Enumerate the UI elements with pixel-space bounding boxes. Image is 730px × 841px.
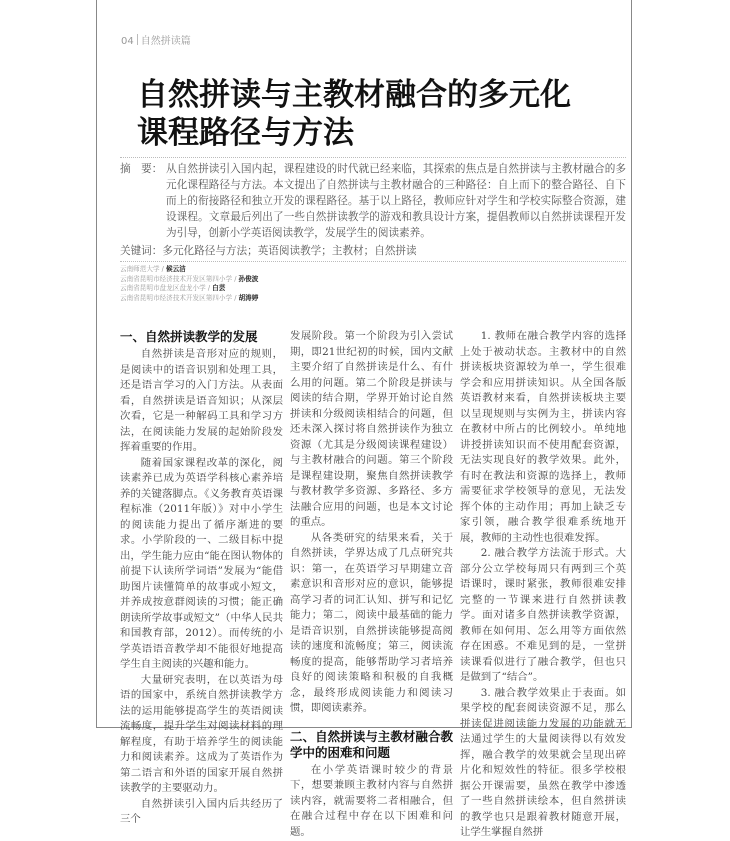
section-2-heading: 二、自然拼读与主教材融合教学中的困难和问题: [290, 728, 453, 760]
paragraph: 1. 教师在融合教学内容的选择上处于被动状态。主教材中的自然拼读板块资源较为单一，学生很难学会和应用拼读知识。从全国各版英语教材来看，自然拼读板块主要以呈现规则与实例为主，拼读内容在教材中所占的比例较小。单纯地讲授拼读知识而不使用配套资源，无法实现良好的教学效果。此外，有时在教法和资源的选择上，教师需要征求学校领导的意见，无法发挥个体的主动作用；再加上缺乏专家引领，融合教学很难系统地开展，教师的主动性也很难发挥。: [460, 330, 626, 544]
paragraph: 在小学英语课时较少的背景下，想要兼顾主教材内容与自然拼读内容，就需要将二者相融合，但在融合过程中存在以下困难和问题。: [290, 763, 453, 838]
author-line: [120, 294, 626, 304]
paragraph: 随着国家课程改革的深化，阅读素养已成为英语学科核心素养培养的关键落脚点。《义务教育英语课程标准（2011年版）》对中小学生的阅读能力提出了循序渐进的要求。小学阶段的一、二级目标中提出，学生能力应由“能在图认物体的前提下认读所学词语”发展为“能借助图片读懂简单的故事或小短文，并养成按意群阅读的习惯；能正确朗读所学故事或短文”（中华人民共和国教育部，2012）。而传统的小学英语语音教学却不能很好地提高学生自主阅读的兴趣和能力。: [120, 456, 283, 671]
running-header: [121, 32, 191, 47]
page-number: 04: [121, 36, 134, 47]
abstract: [120, 161, 626, 241]
keywords: [120, 243, 626, 259]
author-name: 孙俊波: [238, 274, 259, 283]
keywords-label: 关键词：: [120, 245, 163, 257]
abstract-label: 摘 要：: [120, 163, 163, 175]
author-name: 胡涛婷: [238, 293, 259, 302]
section-1-heading: 一、自然拼读教学的发展: [120, 329, 258, 345]
title-line-1: 自然拼读与主教材融合的多元化: [137, 77, 571, 113]
divider-bottom: [120, 261, 626, 262]
paragraph: 自然拼读是音形对应的规则，是阅读中的语音识别和处理工具，还是语言学习的入门方法。从表面看，自然拼读是语音知识；从深层次看，它是一种解码工具和学习方法，在阅读能力发展的起始阶段发挥着重要的作用。: [120, 348, 283, 454]
author-line: [120, 275, 626, 285]
paragraph: 2. 融合教学方法流于形式。大部分公立学校每周只有两到三个英语课时，课时紧张，教师很难安排完整的一节课来进行自然拼读教学。面对诸多自然拼读教学资源，教师在如何用、怎么用等方面依然存在困惑。不难见到的是，一堂拼读课看似进行了融合教学，但也只是做到了“结合”。: [460, 547, 626, 684]
section-name: 自然拼读篇: [140, 36, 191, 47]
paragraph: 自然拼读引入国内后共经历了三个: [120, 797, 283, 826]
author-affiliation: 云南师范大学 /: [120, 265, 166, 273]
paragraph: 从各类研究的结果来看，关于自然拼读，学界达成了几点研究共识：第一，在英语学习早期建立音素意识和音形对应的意识，能够提高学习者的词汇认知、拼写和记忆能力；第二，阅读中最基础的能力是语音识别，自然拼读能够提高阅读的速度和流畅度；第三，阅读流畅度的提高，能够帮助学习者培养良好的阅读策略和积极的自我概念，最终形成阅读能力和阅读习惯，即阅读素养。: [290, 531, 453, 715]
body-column-2: [290, 329, 453, 841]
author-line: [120, 265, 626, 275]
author-name: 白芸: [212, 284, 226, 293]
article-title: [137, 76, 617, 152]
title-line-2: 课程路径与方法: [137, 115, 354, 151]
body-columns: [120, 329, 626, 841]
author-affiliation: 云南省昆明市经济技术开发区第四小学 /: [120, 293, 239, 302]
author-list: [120, 265, 626, 303]
author-name: 候云洁: [165, 265, 186, 273]
header-divider: [137, 34, 138, 45]
author-line: [120, 284, 626, 294]
divider-top: [120, 157, 626, 158]
body-column-3: [460, 329, 626, 841]
keywords-text: 多元化路径与方法；英语阅读教学；主教材；自然拼读: [162, 245, 417, 257]
body-column-1: [120, 329, 283, 841]
abstract-text: 从自然拼读引入国内起，课程建设的时代就已经来临，其探索的焦点是自然拼读与主教材融合的多元化课程路径与方法。本文提出了自然拼读与主教材融合的三种路径：自上而下的整合路径、自下而上的衔接路径和独立开发的课程路径。基于以上路径，教师应针对学生和学校实际整合资源，建设课程。文章最后列出了一些自然拼读教学的游戏和教具设计方案，提倡教师以自然拼读课程开发为引导，创新小学英语阅读教学，发展学生的阅读素养。: [166, 163, 626, 239]
paragraph: 发展阶段。第一个阶段为引入尝试期，即21世纪初的时候，国内文献主要介绍了自然拼读是什么、有什么用的问题。第二个阶段是拼读与阅读的结合期，学界开始讨论自然拼读和分级阅读相结合的问题，但还未深入探讨将自然拼读作为独立资源（尤其是分级阅读课程建设）与主教材融合的问题。第三个阶段是课程建设期，聚焦自然拼读教学与教材教学多资源、多路径、多方法融合应用的问题，也是本文讨论的重点。: [290, 330, 453, 529]
paragraph: 3. 融合教学效果止于表面。如果学校的配套阅读资源不足，那么拼读促进阅读能力发展的功能就无法通过学生的大量阅读得以有效发挥，融合教学的效果就会呈现出碎片化和短效性的特征。很多学校根据公开课需要，虽然在教学中渗透了一些自然拼读绘本，但自然拼读的教学也只是跟着教材随意开展，让学生掌握自然拼: [460, 686, 626, 839]
author-affiliation: 云南省昆明市盘龙区盘龙小学 /: [120, 284, 213, 293]
paragraph: 大量研究表明，在以英语为母语的国家中，系统自然拼读教学方法的运用能够提高学生的英语阅读流畅度，提升学生对阅读材料的理解程度，有助于培养学生的阅读能力和阅读素养。这成为了英语作为第二语言和外语的国家开展自然拼读教学的主要驱动力。: [120, 673, 283, 795]
article-body-flow: [120, 157, 626, 841]
author-affiliation: 云南省昆明市经济技术开发区第四小学 /: [120, 274, 239, 283]
